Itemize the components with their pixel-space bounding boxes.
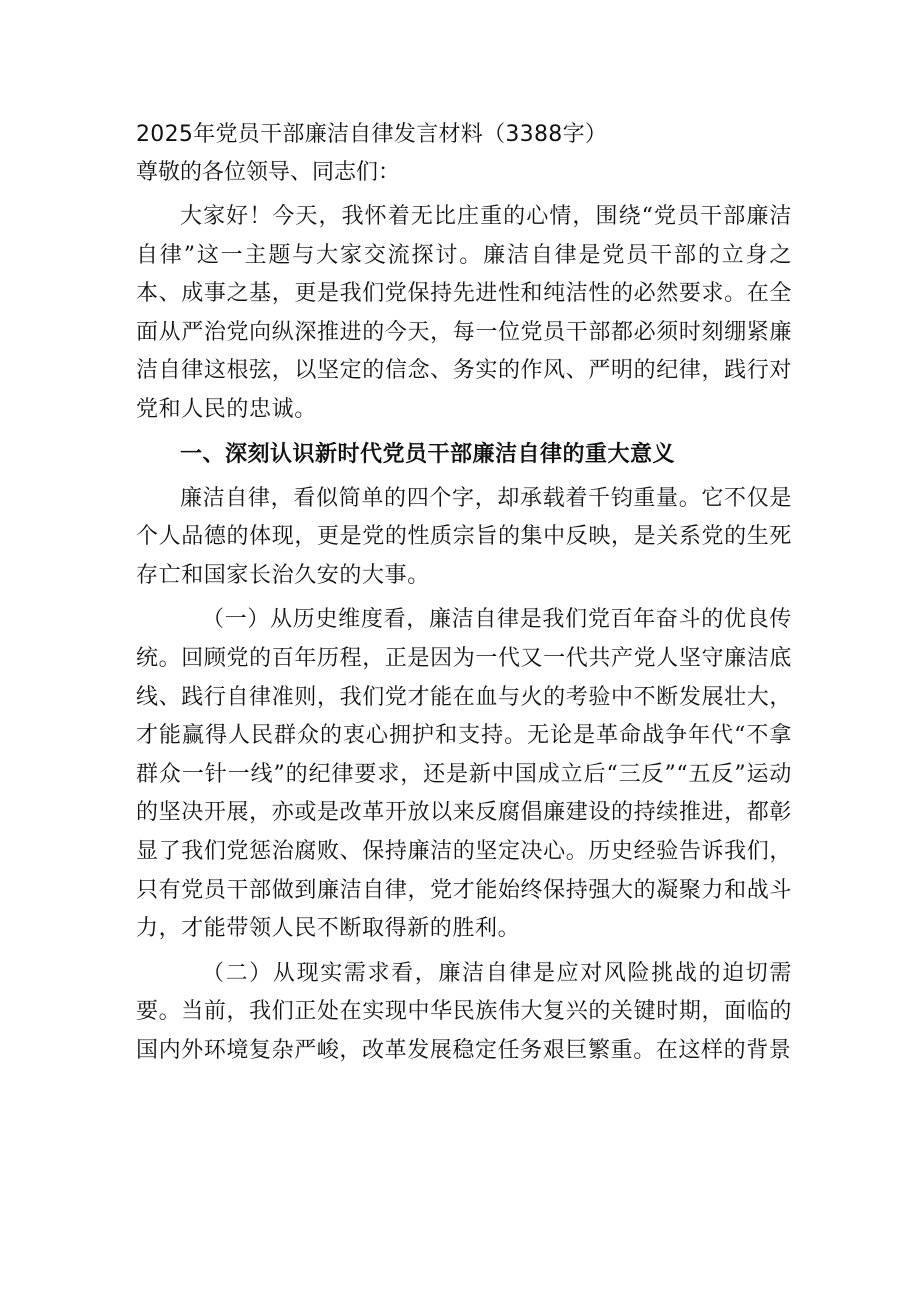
section-heading-1: 一、深刻认识新时代党员干部廉洁自律的重大意义 bbox=[180, 441, 676, 467]
salutation: 尊敬的各位领导、同志们： bbox=[136, 160, 401, 185]
subsection-2-paragraph: （二）从现实需求看，廉洁自律是应对风险挑战的迫切需要。当前，我们正处在实现中华民族伟大复兴的关键时期，面临的国内外环境复杂严峻，改革发展稳定任务艰巨繁重。在这样的背景 bbox=[136, 960, 792, 1063]
document-title: 2025年党员干部廉洁自律发言材料（3388字） bbox=[136, 122, 608, 147]
opening-paragraph: 大家好！今天，我怀着无比庄重的心情，围绕“党员干部廉洁自律”这一主题与大家交流探讨。廉洁自律是党员干部的立身之本、成事之基，更是我们党保持先进性和纯洁性的必然要求。在全面从严治党向纵深推进的今天，每一位党员干部都必须时刻绷紧廉洁自律这根弦，以坚定的信念、务实的作风、严明的纪律，践行对党和人民的忠诚。 bbox=[136, 204, 792, 422]
section-1-intro-paragraph: 廉洁自律，看似简单的四个字，却承载着千钧重量。它不仅是个人品德的体现，更是党的性质宗旨的集中反映，是关系党的生死存亡和国家长治久安的大事。 bbox=[136, 485, 792, 588]
document-body bbox=[136, 116, 792, 1076]
subsection-1-paragraph: （一）从历史维度看，廉洁自律是我们党百年奋斗的优良传统。回顾党的百年历程，正是因为一代又一代共产党人坚守廉洁底线、践行自律准则，我们党才能在血与火的考验中不断发展壮大，才能赢得人民群众的衷心拥护和支持。无论是革命战争年代“不拿群众一针一线”的纪律要求，还是新中国成立后“三反”“五反”运动的坚决开展，亦或是改革开放以来反腐倡廉建设的持续推进，都彰显了我们党惩治腐败、保持廉洁的坚定决心。历史经验告诉我们，只有党员干部做到廉洁自律，党才能始终保持强大的凝聚力和战斗力，才能带领人民不断取得新的胜利。 bbox=[136, 607, 792, 942]
